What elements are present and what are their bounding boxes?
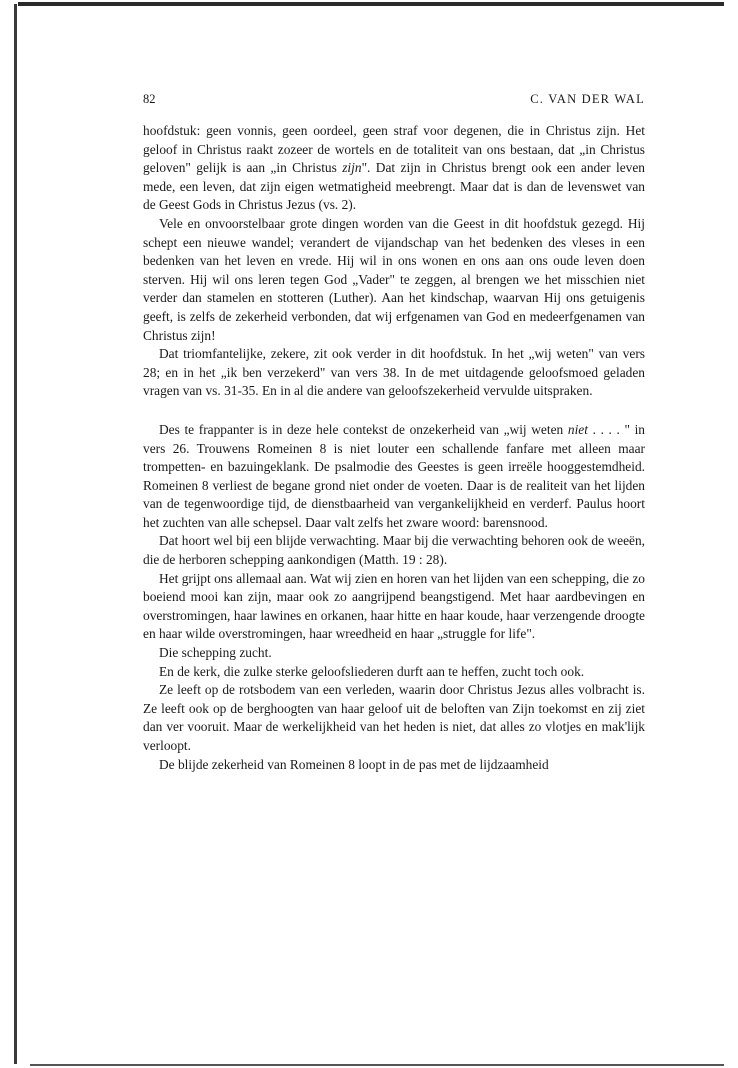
paragraph xyxy=(143,681,645,755)
scan-border-bottom xyxy=(30,1064,724,1066)
running-head-author: C. VAN DER WAL xyxy=(530,92,645,106)
paragraph-text: Het grijpt ons allemaal aan. Wat wij zien en horen van het lijden van een schepping, die zo boeiend mooi kan zijn, maar ook zo aangrijpend beangstigend. Met haar aardbevingen en overstromingen, haar lawines en orkanen, haar hitte en haar koude, haar verzengende droogte en haar wilde overstromingen, haar wreedheid en haar „struggle for life". xyxy=(143,570,645,642)
paragraph xyxy=(143,756,645,775)
paragraph xyxy=(143,215,645,345)
paragraph-text: Dat hoort wel bij een blijde verwachting. Maar bij die verwachting behoren ook de weeën, die de herboren schepping aankondigen (Matth. 19 : 28). xyxy=(143,533,645,568)
scan-border-top xyxy=(18,2,724,6)
paragraph-text: En de kerk, die zulke sterke geloofsliederen durft aan te heffen, zucht toch ook. xyxy=(159,663,585,679)
paragraph-text: Ze leeft op de rotsbodem van een verleden, waarin door Christus Jezus alles volbracht is. Ze leeft ook op de berghoogten van haar geloof uit de beloften van Zijn toekomst en zij ziet dan ver vooruit. Maar de werkelijkheid van het heden is niet, dat alles zo vlotjes en mak'lijk verloopt. xyxy=(143,682,645,753)
paragraph xyxy=(143,532,645,569)
paragraph xyxy=(143,570,645,644)
scan-border-left xyxy=(14,4,17,1064)
paragraph-text: De blijde zekerheid van Romeinen 8 loopt in de pas met de lijdzaamheid xyxy=(159,756,549,772)
section-break xyxy=(143,401,645,421)
paragraph-text: hoofdstuk: geen vonnis, geen oordeel, geen straf voor degenen, die in Christus zijn. Het geloof in Christus raakt zozeer de wortels en de totaliteit van ons bestaan, dat „in Christus geloven" gelijk is aan „in Christus xyxy=(143,123,645,176)
paragraph xyxy=(143,122,645,215)
body-text xyxy=(143,122,645,774)
page-number: 82 xyxy=(143,92,156,106)
paragraph xyxy=(143,345,645,401)
italic-text: niet xyxy=(567,421,588,437)
paragraph-text: Dat triomfantelijke, zekere, zit ook verder in dit hoofdstuk. In het „wij weten" van vers 28; en in het „ik ben verzekerd" van vers 38. In de met uitdagende geloofsmoed geladen vragen van vs. 31-35. En in al die andere van geloofszekerheid vervulde uitspraken. xyxy=(143,346,645,399)
paragraph-text: Die schepping zucht. xyxy=(159,645,272,661)
paragraph-text: . . . . " in vers 26. Trouwens Romeinen 8 is niet louter een schallende fanfare met alleen maar trompetten- en bazuingeklank. De psalmodie des Geestes is geen irreële hooggestemdheid. Romeinen 8 verliest de begane grond niet onder de voeten. Daar is de realiteit van het lijden van de tegenwoordige tijd, de dienstbaarheid van vergankelijkheid en verderf. Paulus hoort het zuchten van alle schepsel. Daar valt zelfs het zware woord: barensnood. xyxy=(143,421,645,530)
paragraph-text: Des te frappanter is in deze hele contekst de onzekerheid van „wij weten xyxy=(159,421,568,437)
paragraph xyxy=(143,421,645,533)
running-head xyxy=(143,92,645,112)
paragraph xyxy=(143,663,645,682)
paragraph-text: Vele en onvoorstelbaar grote dingen worden van die Geest in dit hoofdstuk gezegd. Hij schept een nieuwe wandel; verandert de vijandschap van het bedenken des vleses in een bedenken van het leven en vrede. Hij wil in ons wonen en ons aan ons oude leven doen sterven. Hij wil ons leren tegen God „Vader" te zeggen, al brengen we het misschien niet verder dan stamelen en stotteren (Luther). Aan het kindschap, waarvan Hij ons getuigenis geeft, is zelfs de zekerheid verbonden, dat wij erfgenamen van God en medeerfgenamen van Christus zijn! xyxy=(143,215,645,343)
book-page xyxy=(143,92,645,774)
italic-text: zijn xyxy=(342,160,362,176)
paragraph-text: ". Dat zijn in Christus brengt ook een ander leven mede, een leven, dat zijn eigen wetmatigheid meebrengt. Maar dat is dan de levenswet van de Geest Gods in Christus Jezus (vs. 2). xyxy=(143,160,645,213)
paragraph xyxy=(143,644,645,663)
